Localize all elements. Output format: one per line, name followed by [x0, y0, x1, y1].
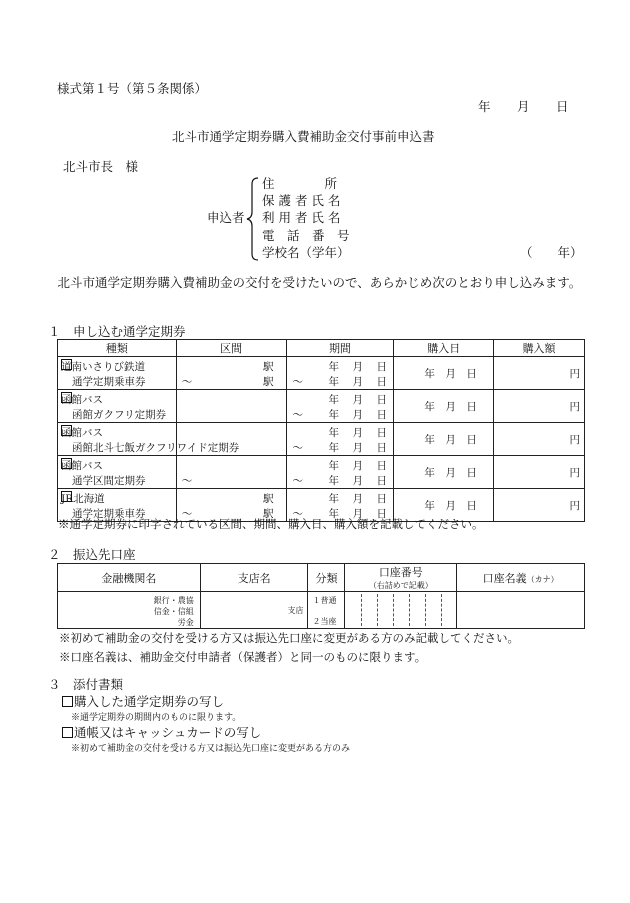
period-day: 日 — [376, 508, 388, 520]
pass-type-line2: 通学定期乗車券 — [72, 376, 146, 388]
period-day: 日 — [376, 376, 388, 388]
station-suffix: 駅 — [263, 508, 274, 520]
pass-type-line1: 函館バス — [61, 427, 103, 439]
table-row — [58, 423, 585, 456]
pass-type-line2: 通学定期乗車券 — [72, 508, 146, 520]
attachment-item-2[interactable] — [62, 723, 261, 741]
period-month: 月 — [352, 427, 364, 439]
purchase-date: 年 月 日 — [424, 401, 477, 413]
addressee: 北斗市長 様 — [63, 159, 139, 174]
period-year: 年 — [328, 361, 340, 373]
digit-divider — [377, 594, 378, 626]
period-day: 日 — [376, 361, 388, 373]
applicant-phone-label: 電 話 番 号 — [262, 228, 350, 243]
page-title: 北斗市通学定期券購入費補助金交付事前申込書 — [172, 129, 435, 144]
period-day: 日 — [376, 394, 388, 406]
pass-type-line2: 函館ガクフリ定期券 — [72, 409, 167, 421]
section-cell[interactable] — [176, 456, 286, 489]
account-number-sub: （右詰めで記載） — [368, 581, 433, 590]
pass-type-line1: 函館バス — [61, 394, 103, 406]
applicant-guardian-label: 保 護 者 氏 名 — [262, 193, 341, 208]
pass-type-cell[interactable] — [58, 423, 240, 456]
bank-type-1: 銀行・農協 — [153, 596, 194, 605]
col-header-section: 区間 — [176, 340, 286, 357]
pass-type-line1: 函館バス — [61, 460, 103, 472]
purchase-date: 年 月 日 — [424, 500, 477, 512]
yen-suffix: 円 — [569, 368, 580, 380]
tilde-mark: ～ — [181, 475, 193, 487]
digit-divider — [393, 594, 394, 626]
period-year: 年 — [328, 409, 340, 421]
period-month: 月 — [352, 442, 364, 454]
amount-cell[interactable] — [494, 423, 585, 456]
pass-type-line2: 通学区間定期券 — [72, 475, 146, 487]
col-header-period: 期間 — [286, 340, 394, 357]
applicant-school-label: 学校名（学年） — [262, 245, 350, 260]
col-header-category: 分類 — [308, 564, 345, 592]
commuter-pass-table — [57, 339, 585, 522]
account-number-label: 口座番号 — [378, 566, 423, 579]
tilde-mark: ～ — [292, 508, 304, 520]
applicant-brace-icon — [246, 176, 260, 262]
checkbox-icon[interactable] — [62, 696, 73, 707]
period-year: 年 — [328, 508, 340, 520]
period-day: 日 — [376, 475, 388, 487]
account-number-cell[interactable] — [345, 592, 457, 629]
section1-note: ※通学定期券に印字されている区間、期間、購入日、購入額を記載してください。 — [58, 517, 484, 531]
purchase-date: 年 月 日 — [424, 368, 477, 380]
period-month: 月 — [352, 460, 364, 472]
purchase-date-cell[interactable] — [394, 423, 494, 456]
amount-cell[interactable] — [494, 456, 585, 489]
period-cell[interactable] — [286, 456, 394, 489]
station-suffix: 駅 — [263, 376, 274, 388]
period-day: 日 — [376, 409, 388, 421]
holder-label: 口座名義 — [482, 571, 527, 585]
applicant-user-label: 利 用 者 氏 名 — [262, 210, 341, 225]
tilde-mark: ～ — [181, 376, 193, 388]
section1-heading: １ 申し込む通学定期券 — [48, 324, 186, 339]
period-month: 月 — [352, 508, 364, 520]
pass-type-line1: 道南いさりび鉄道 — [61, 361, 145, 373]
tilde-mark: ～ — [292, 376, 304, 388]
pass-type-cell[interactable] — [58, 390, 177, 423]
period-cell[interactable] — [286, 357, 394, 390]
col-header-purchase-date: 購入日 — [394, 340, 494, 357]
section-cell[interactable] — [176, 423, 286, 456]
amount-cell[interactable] — [494, 489, 585, 522]
purchase-date-cell[interactable] — [394, 357, 494, 390]
digit-divider — [441, 594, 442, 626]
digit-divider — [425, 594, 426, 626]
section2-note-1: ※初めて補助金の交付を受ける方又は振込先口座に変更がある方のみ記載してください。 — [59, 631, 519, 645]
period-month: 月 — [352, 361, 364, 373]
attachment-item-2-label: 通帳又はキャッシュカードの写し — [74, 725, 262, 740]
period-month: 月 — [352, 394, 364, 406]
yen-suffix: 円 — [569, 467, 580, 479]
date-year: 年 — [478, 99, 491, 114]
period-day: 日 — [376, 493, 388, 505]
period-month: 月 — [352, 493, 364, 505]
type-ordinary: １普通 — [312, 596, 337, 605]
section-cell[interactable] — [176, 390, 286, 423]
period-month: 月 — [352, 376, 364, 388]
yen-suffix: 円 — [569, 434, 580, 446]
station-suffix: 駅 — [263, 493, 274, 505]
tilde-mark: ～ — [292, 409, 304, 421]
purchase-date-cell[interactable] — [394, 456, 494, 489]
period-year: 年 — [328, 442, 340, 454]
pass-type-line1: JR北海道 — [61, 493, 105, 505]
intro-text: 北斗市通学定期券購入費補助金の交付を受けたいので、あらかじめ次のとおり申し込みます。 — [45, 275, 582, 290]
pass-type-cell[interactable] — [58, 456, 177, 489]
bank-account-table — [57, 563, 585, 629]
attachment-item-1-note: ※通学定期券の期間内のものに限ります。 — [71, 713, 242, 723]
tilde-mark: ～ — [181, 508, 193, 520]
period-month: 月 — [352, 409, 364, 421]
yen-suffix: 円 — [569, 401, 580, 413]
station-suffix: 駅 — [263, 361, 274, 373]
period-day: 日 — [376, 460, 388, 472]
amount-cell[interactable] — [494, 357, 585, 390]
col-header-amount: 購入額 — [494, 340, 585, 357]
period-day: 日 — [376, 442, 388, 454]
type-current: ２当座 — [312, 617, 337, 626]
tilde-mark: ～ — [292, 475, 304, 487]
pass-type-cell[interactable] — [58, 357, 177, 390]
checkbox-icon[interactable] — [62, 727, 73, 738]
period-cell[interactable] — [286, 390, 394, 423]
period-year: 年 — [328, 376, 340, 388]
attachment-item-2-note: ※初めて補助金の交付を受ける方又は振込先口座に変更がある方のみ — [71, 744, 351, 754]
period-year: 年 — [328, 460, 340, 472]
branch-suffix: 支店 — [287, 606, 304, 615]
period-cell[interactable] — [286, 423, 394, 456]
tilde-mark: ～ — [292, 442, 304, 454]
category-cell[interactable] — [308, 592, 345, 629]
form-number: 様式第１号（第５条関係） — [57, 81, 208, 96]
date-month: 月 — [517, 99, 530, 114]
purchase-date: 年 月 日 — [424, 434, 477, 446]
table-row — [58, 390, 585, 423]
amount-cell[interactable] — [494, 390, 585, 423]
col-header-bank: 金融機関名 — [58, 564, 201, 592]
purchase-date-cell[interactable] — [394, 390, 494, 423]
bank-type-3: 労金 — [177, 618, 194, 627]
period-year: 年 — [328, 493, 340, 505]
period-year: 年 — [328, 394, 340, 406]
date-day: 日 — [556, 99, 569, 114]
yen-suffix: 円 — [569, 500, 580, 512]
table-row — [58, 357, 585, 390]
attachment-item-1-label: 購入した通学定期券の写し — [74, 694, 225, 709]
pass-type-line2: 函館北斗七飯ガクフリワイド定期券 — [72, 442, 240, 454]
col-header-branch: 支店名 — [200, 564, 308, 592]
bank-name-cell[interactable] — [58, 592, 201, 629]
digit-divider — [409, 594, 410, 626]
col-header-holder — [457, 564, 585, 592]
branch-cell[interactable] — [200, 592, 308, 629]
attachment-item-1[interactable] — [62, 692, 224, 710]
applicant-grade: （ 年） — [520, 245, 583, 260]
period-month: 月 — [352, 475, 364, 487]
col-header-account-number — [345, 564, 457, 592]
section3-heading: ３ 添付書類 — [48, 677, 124, 692]
holder-sub: （カナ） — [526, 574, 559, 584]
section2-note-2: ※口座名義は、補助金交付申請者（保護者）と同一のものに限ります。 — [59, 650, 427, 664]
holder-cell[interactable] — [457, 592, 585, 629]
col-header-type: 種類 — [58, 340, 177, 357]
section-cell[interactable] — [176, 357, 286, 390]
applicant-label: 申込者 — [207, 210, 245, 225]
purchase-date: 年 月 日 — [424, 467, 477, 479]
section2-heading: ２ 振込先口座 — [48, 547, 136, 562]
digit-divider — [361, 594, 362, 626]
table-row — [58, 456, 585, 489]
applicant-address-label: 住 所 — [262, 176, 338, 191]
bank-type-2: 信金・信組 — [153, 607, 194, 616]
period-year: 年 — [328, 475, 340, 487]
period-day: 日 — [376, 427, 388, 439]
period-year: 年 — [328, 427, 340, 439]
